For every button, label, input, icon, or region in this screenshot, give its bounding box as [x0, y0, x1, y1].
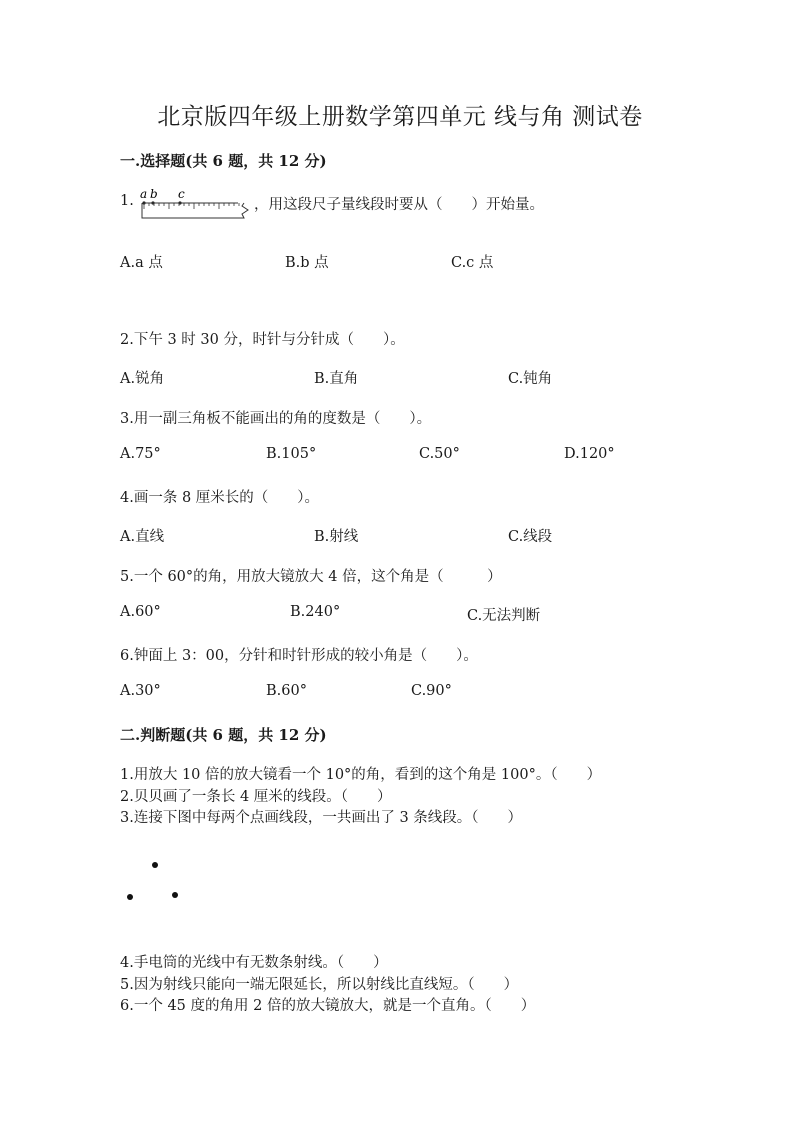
- question-5-stem: 5.一个 60°的角，用放大镜放大 4 倍，这个角是（ ）: [120, 569, 502, 585]
- ruler-body: [142, 203, 248, 218]
- q1-option-b[interactable]: B.b 点: [285, 255, 329, 271]
- q3-option-b[interactable]: B.105°: [266, 446, 317, 462]
- q2-option-c[interactable]: C.钝角: [508, 371, 553, 387]
- judgement-item-3: 3.连接下图中每两个点画线段，一共画出了 3 条线段。（ ）: [120, 810, 523, 826]
- question-1-stem: ，用这段尺子量线段时要从（ ）开始量。: [254, 197, 544, 213]
- q3-option-d[interactable]: D.120°: [564, 446, 615, 462]
- ruler-figure: [138, 188, 250, 224]
- page-title: 北京版四年级上册数学第四单元 线与角 测试卷: [157, 104, 643, 130]
- section-heading-judgement: 二.判断题(共 6 题，共 12 分): [120, 726, 327, 744]
- dot-left: [127, 894, 133, 900]
- q4-option-c[interactable]: C.线段: [508, 529, 553, 545]
- ruler-label-c: c: [178, 188, 185, 201]
- ruler-ticks: [144, 203, 239, 209]
- question-1-number: 1.: [120, 193, 134, 209]
- judgement-item-1: 1.用放大 10 倍的放大镜看一个 10°的角，看到的这个角是 100°。（ ）: [120, 767, 602, 783]
- q5-option-b[interactable]: B.240°: [290, 604, 341, 620]
- q4-option-a[interactable]: A.直线: [120, 529, 165, 545]
- judgement-item-2: 2.贝贝画了一条长 4 厘米的线段。（ ）: [120, 789, 392, 805]
- judgement-item-6: 6.一个 45 度的角用 2 倍的放大镜放大，就是一个直角。（ ）: [120, 998, 536, 1014]
- dot-top: [152, 862, 158, 868]
- q5-option-a[interactable]: A.60°: [120, 604, 161, 620]
- q1-option-a[interactable]: A.a 点: [120, 255, 163, 271]
- q6-option-a[interactable]: A.30°: [120, 683, 161, 699]
- judgement-item-4: 4.手电筒的光线中有无数条射线。（ ）: [120, 955, 388, 971]
- q2-option-a[interactable]: A.锐角: [120, 371, 165, 387]
- judgement-item-5: 5.因为射线只能向一端无限延长，所以射线比直线短。（ ）: [120, 977, 519, 993]
- question-4-stem: 4.画一条 8 厘米长的（ ）。: [120, 490, 320, 506]
- ruler-label-b: b: [150, 188, 158, 201]
- question-2-stem: 2.下午 3 时 30 分，时针与分针成（ ）。: [120, 332, 405, 348]
- q4-option-b[interactable]: B.射线: [314, 529, 359, 545]
- dot-right: [172, 892, 178, 898]
- q1-option-c[interactable]: C.c 点: [451, 255, 494, 271]
- question-6-stem: 6.钟面上 3：00，分针和时针形成的较小角是（ ）。: [120, 648, 478, 664]
- q3-option-c[interactable]: C.50°: [419, 446, 460, 462]
- q5-option-c[interactable]: C.无法判断: [467, 608, 541, 624]
- q3-option-a[interactable]: A.75°: [120, 446, 161, 462]
- section-heading-choice: 一.选择题(共 6 题，共 12 分): [120, 152, 327, 170]
- q6-option-c[interactable]: C.90°: [411, 683, 452, 699]
- ruler-label-a: a: [140, 188, 148, 201]
- q6-option-b[interactable]: B.60°: [266, 683, 307, 699]
- q2-option-b[interactable]: B.直角: [314, 371, 359, 387]
- question-3-stem: 3.用一副三角板不能画出的角的度数是（ ）。: [120, 411, 432, 427]
